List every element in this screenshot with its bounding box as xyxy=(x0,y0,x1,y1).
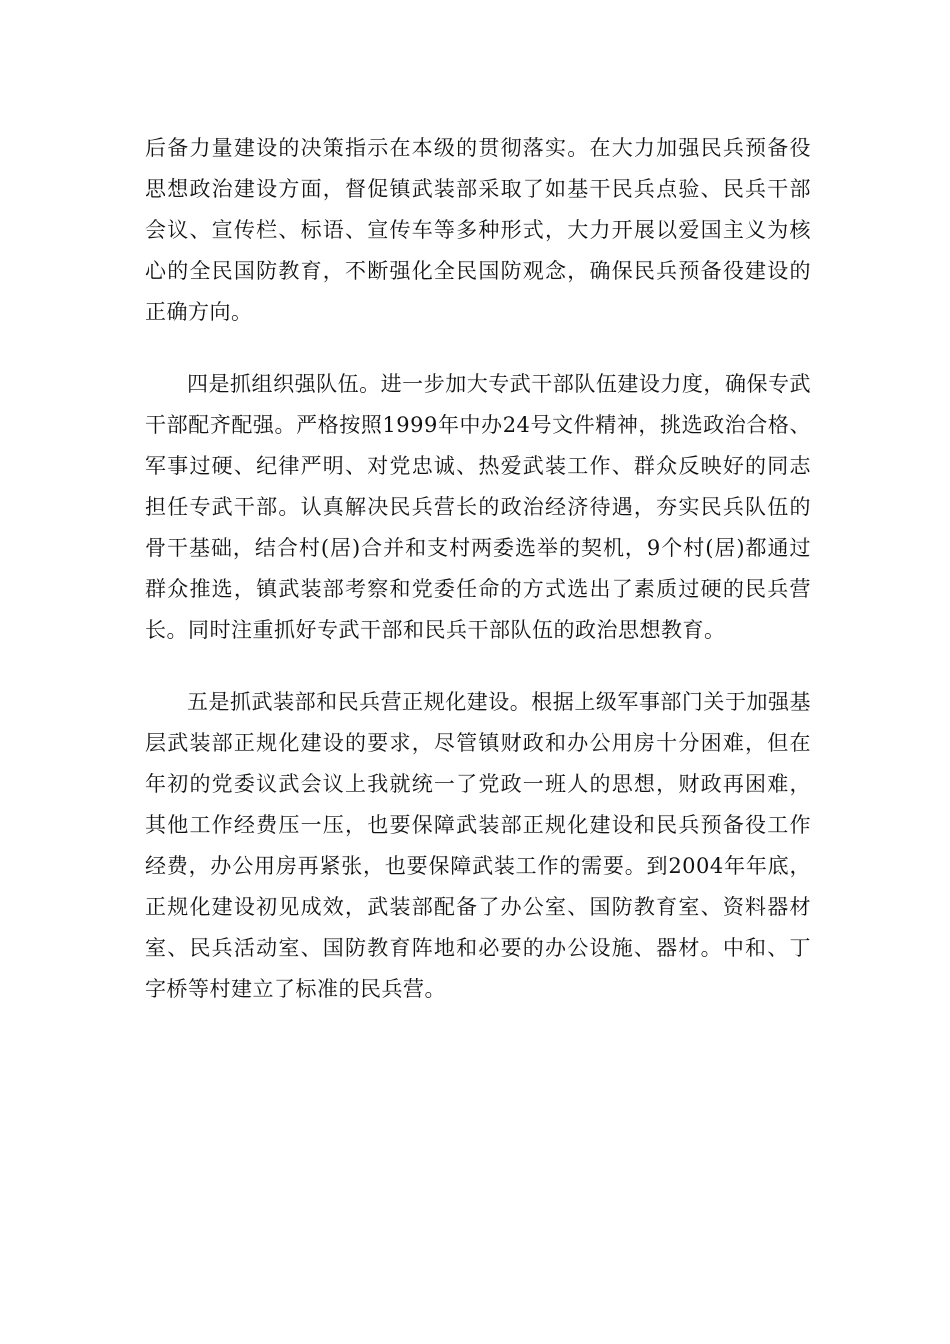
document-body xyxy=(145,128,811,1041)
paragraph-standardization: 五是抓武装部和民兵营正规化建设。根据上级军事部门关于加强基层武装部正规化建设的要求，尽管镇财政和办公用房十分困难，但在年初的党委议武会议上我就统一了党政一班人的思想，财政再困难，其他工作经费压一压，也要保障武装部正规化建设和民兵预备役工作经费，办公用房再紧张，也要保障武装工作的需要。到2004年年底，正规化建设初见成效，武装部配备了办公室、国防教育室、资料器材室、民兵活动室、国防教育阵地和必要的办公设施、器材。中和、丁字桥等村建立了标准的民兵营。 xyxy=(145,690,811,1001)
paragraph-organization: 四是抓组织强队伍。进一步加大专武干部队伍建设力度，确保专武干部配齐配强。严格按照1999年中办24号文件精神，挑选政治合格、军事过硬、纪律严明、对党忠诚、热爱武装工作、群众反映好的同志担任专武干部。认真解决民兵营长的政治经济待遇，夯实民兵队伍的骨干基础，结合村(居)合并和支村两委选举的契机，9个村(居)都通过群众推选，镇武装部考察和党委任命的方式选出了素质过硬的民兵营长。同时注重抓好专武干部和民兵干部队伍的政治思想教育。 xyxy=(145,372,811,642)
paragraph-continuation: 后备力量建设的决策指示在本级的贯彻落实。在大力加强民兵预备役思想政治建设方面，督促镇武装部采取了如基干民兵点验、民兵干部会议、宣传栏、标语、宣传车等多种形式，大力开展以爱国主义为核心的全民国防教育，不断强化全民国防观念，确保民兵预备役建设的正确方向。 xyxy=(145,136,811,324)
